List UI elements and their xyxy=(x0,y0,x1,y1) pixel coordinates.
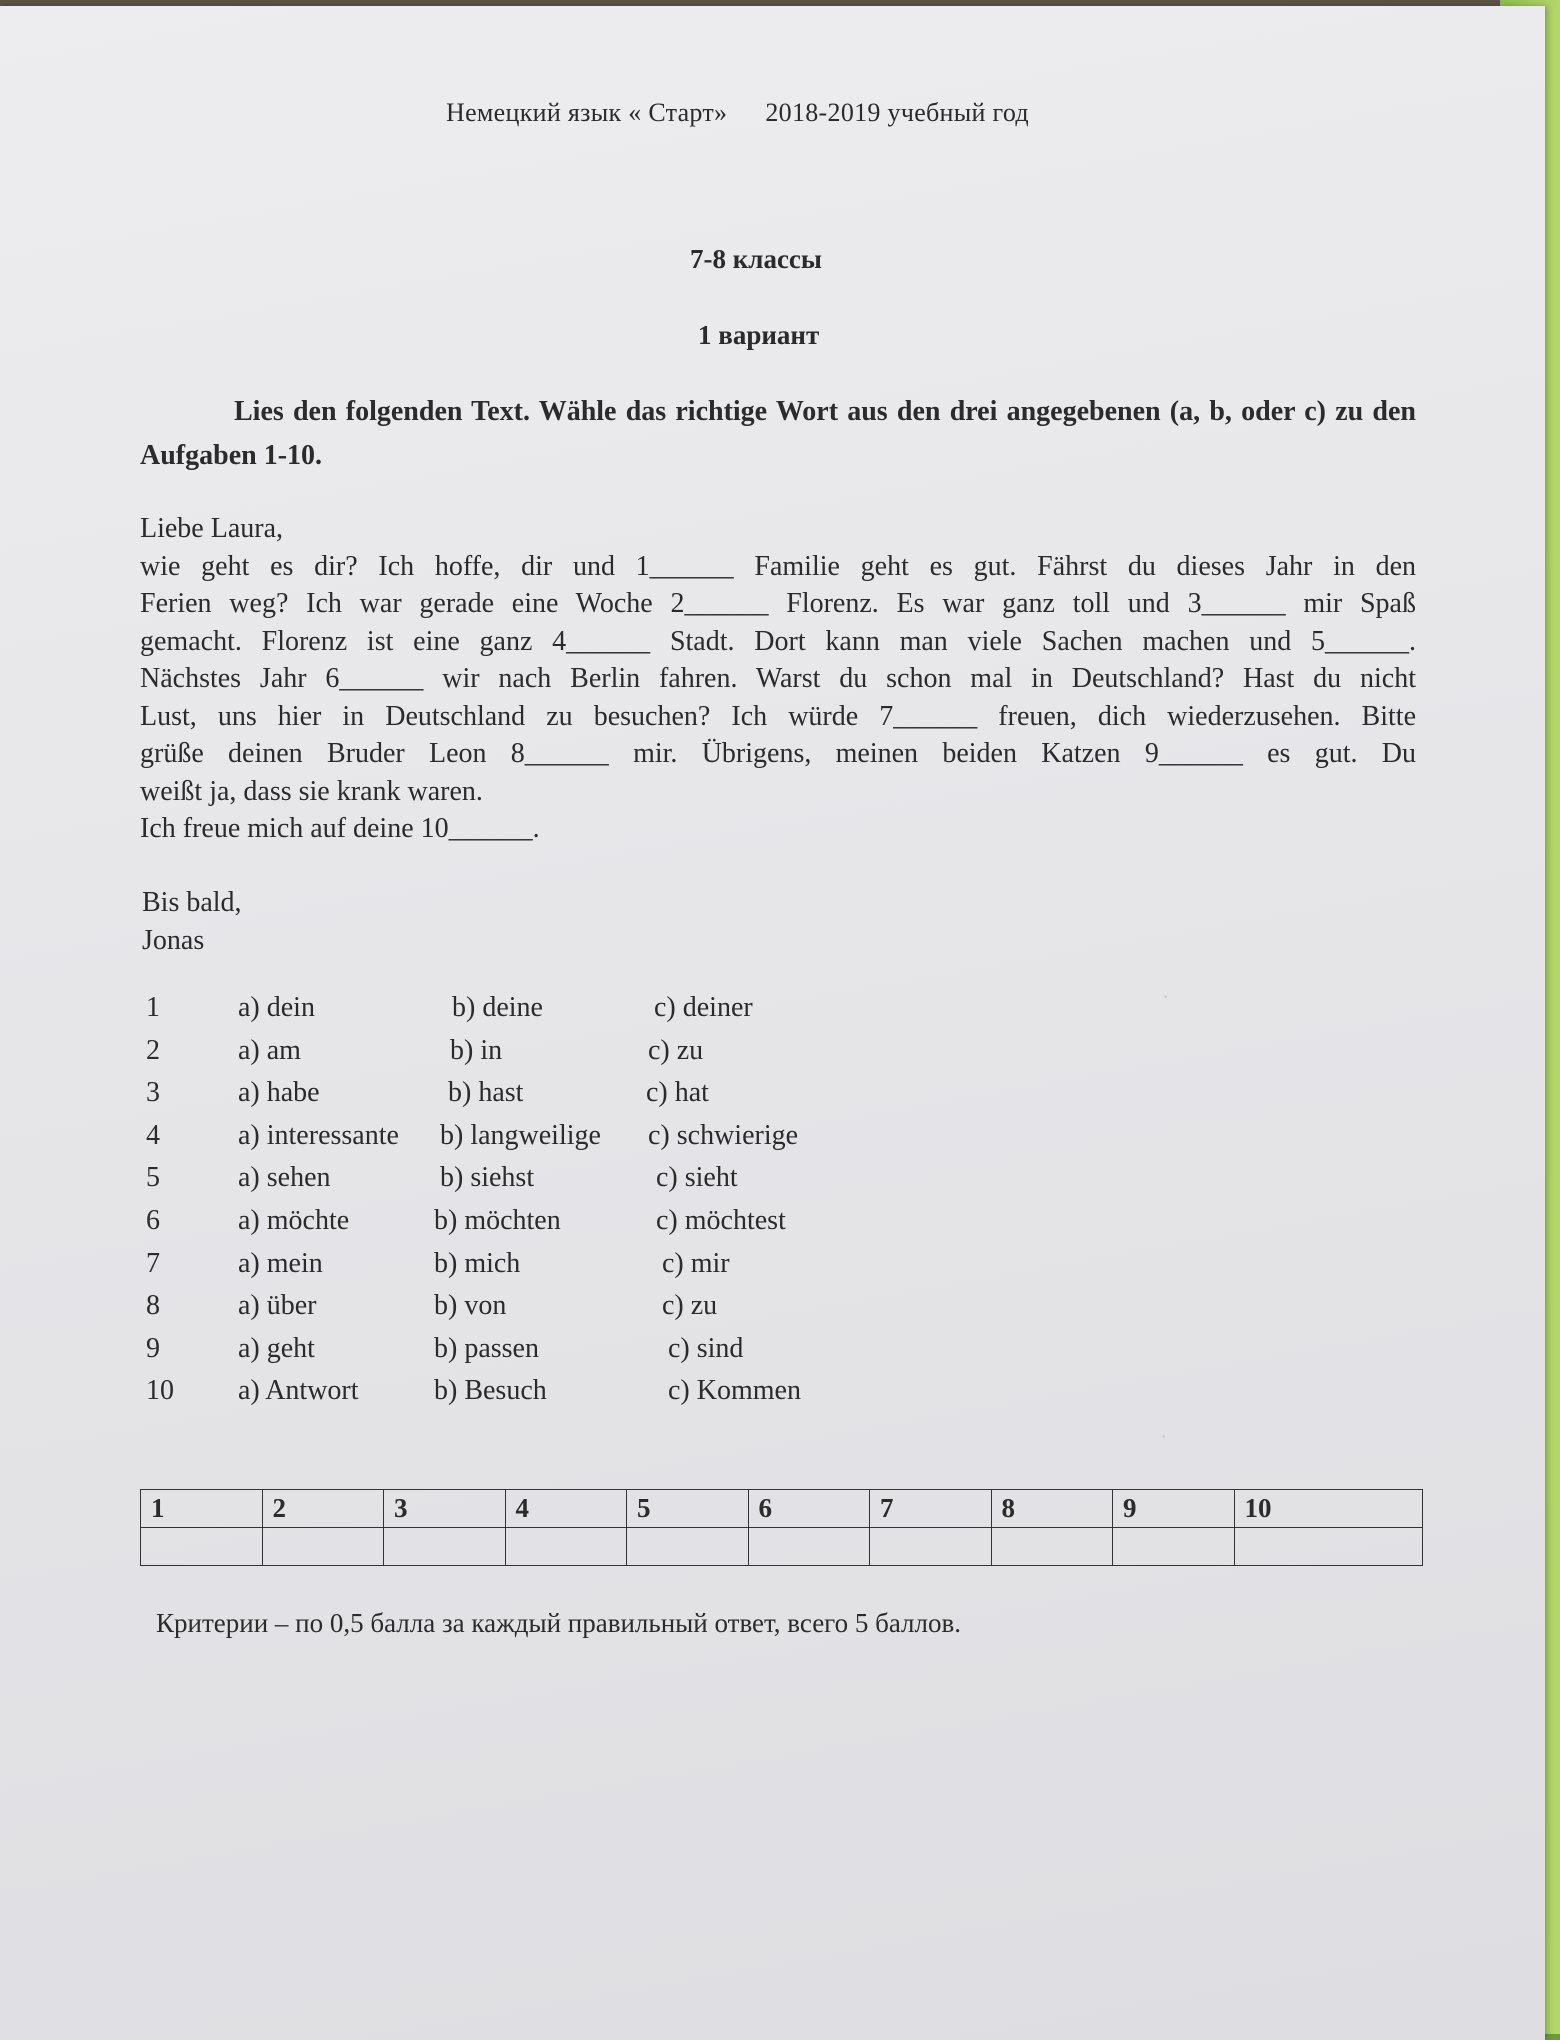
option-c: c) mir xyxy=(662,1247,730,1279)
answer-blank-cell[interactable] xyxy=(991,1528,1113,1566)
option-b: b) langweilige xyxy=(440,1119,601,1151)
answer-blank-cell[interactable] xyxy=(627,1528,749,1566)
letter-line: Lust, uns hier in Deutschland zu besuchen? Ich würde 7______ freuen, dich wiederzusehen. Bitte xyxy=(140,700,1416,732)
option-b: b) möchten xyxy=(434,1204,561,1236)
letter-closing xyxy=(142,884,242,960)
option-c: c) zu xyxy=(662,1290,718,1322)
letter-line: weißt ja, dass sie krank waren. xyxy=(140,775,483,807)
option-a: a) am xyxy=(238,1034,301,1066)
answer-header-cell: 6 xyxy=(748,1490,870,1528)
answer-blank-cell[interactable] xyxy=(384,1528,506,1566)
option-c: c) schwierige xyxy=(648,1119,799,1151)
answer-header-cell: 1 xyxy=(141,1490,263,1528)
option-number: 7 xyxy=(146,1247,160,1279)
option-number: 4 xyxy=(146,1119,160,1151)
letter-text xyxy=(140,510,1416,848)
answer-header-cell: 4 xyxy=(505,1490,627,1528)
header-year: 2018-2019 учебный год xyxy=(765,98,1029,127)
option-b: b) von xyxy=(434,1290,507,1322)
letter-line: gemacht. Florenz ist eine ganz 4______ Stadt. Dort kann man viele Sachen machen und 5______. xyxy=(140,625,1416,657)
option-number: 10 xyxy=(146,1375,174,1407)
option-number: 5 xyxy=(146,1162,160,1194)
paper-sheet xyxy=(0,6,1545,2040)
instruction: Lies den folgenden Text. Wähle das richtige Wort aus den drei angegebenen (a, b, oder c) zu den Aufgaben 1-10. xyxy=(140,396,1416,471)
option-a: a) sehen xyxy=(238,1162,331,1194)
option-a: a) möchte xyxy=(238,1204,350,1236)
closing-phrase: Bis bald, xyxy=(142,887,242,918)
option-a: a) dein xyxy=(238,992,315,1023)
answer-header-cell: 8 xyxy=(991,1490,1113,1528)
answer-blank-cell[interactable] xyxy=(1234,1528,1423,1566)
answer-header-cell: 5 xyxy=(627,1490,749,1528)
page-header xyxy=(446,98,1029,128)
option-a: a) mein xyxy=(238,1247,323,1279)
variant-title: 1 вариант xyxy=(698,320,820,350)
letter-line: grüße deinen Bruder Leon 8______ mir. Übrigens, meinen beiden Katzen 9______ es gut. Du xyxy=(140,738,1416,769)
letter-line: Nächstes Jahr 6______ wir nach Berlin fahren. Warst du schon mal in Deutschland? Hast du nicht xyxy=(140,663,1416,694)
option-b: b) Besuch xyxy=(434,1375,547,1407)
option-number: 8 xyxy=(146,1290,160,1322)
answer-header-cell: 7 xyxy=(870,1490,992,1528)
option-a: a) interessante xyxy=(238,1119,399,1151)
option-c: c) möchtest xyxy=(656,1204,786,1236)
letter-line: wie geht es dir? Ich hoffe, dir und 1______ Familie geht es gut. Fährst du dieses Jahr in den xyxy=(140,550,1416,582)
answer-blank-cell[interactable] xyxy=(870,1528,992,1566)
option-a: a) Antwort xyxy=(238,1375,359,1407)
option-c: c) Kommen xyxy=(668,1375,801,1407)
letter-line: Ferien weg? Ich war gerade eine Woche 2______ Florenz. Es war ganz toll und 3______ mir Spaß xyxy=(140,588,1416,619)
answer-header-cell: 10 xyxy=(1234,1490,1423,1528)
option-c: c) deiner xyxy=(654,992,753,1023)
option-number: 3 xyxy=(146,1077,160,1109)
answer-header-cell: 3 xyxy=(384,1490,506,1528)
letter-line: Ich freue mich auf deine 10______. xyxy=(140,813,540,844)
answer-blank-cell[interactable] xyxy=(141,1528,263,1566)
signature: Jonas xyxy=(142,925,205,956)
option-c: c) sind xyxy=(668,1332,744,1364)
option-c: c) hat xyxy=(646,1077,709,1109)
answer-blank-cell[interactable] xyxy=(1113,1528,1235,1566)
option-number: 1 xyxy=(146,992,160,1023)
option-b: b) deine xyxy=(452,992,543,1023)
answer-table xyxy=(140,1489,1423,1566)
option-number: 9 xyxy=(146,1332,160,1364)
option-b: b) in xyxy=(450,1034,503,1066)
option-number: 2 xyxy=(146,1034,160,1066)
answer-blank-cell[interactable] xyxy=(262,1528,384,1566)
answer-header-cell: 2 xyxy=(262,1490,384,1528)
answer-blank-cell[interactable] xyxy=(505,1528,627,1566)
option-a: a) geht xyxy=(238,1332,315,1364)
letter-greeting: Liebe Laura, xyxy=(140,513,284,544)
option-number: 6 xyxy=(146,1204,160,1236)
bleed-through-mark: · xyxy=(1162,984,1170,1009)
option-b: b) hast xyxy=(448,1077,524,1109)
option-b: b) siehst xyxy=(440,1162,535,1194)
option-c: c) zu xyxy=(648,1034,704,1066)
answer-table-header-row xyxy=(141,1490,1423,1528)
option-c: c) sieht xyxy=(656,1162,738,1194)
option-a: a) habe xyxy=(238,1077,320,1109)
criteria-text: Критерии – по 0,5 балла за каждый правильный ответ, всего 5 баллов. xyxy=(156,1608,961,1638)
header-subject: Немецкий язык « Старт» xyxy=(446,98,728,127)
grade-title: 7-8 классы xyxy=(690,244,822,274)
answer-blank-cell[interactable] xyxy=(748,1528,870,1566)
answer-header-cell: 9 xyxy=(1113,1490,1235,1528)
option-a: a) über xyxy=(238,1290,317,1322)
option-b: b) mich xyxy=(434,1247,521,1279)
option-b: b) passen xyxy=(434,1332,539,1364)
bleed-through-mark: · xyxy=(1160,1424,1168,1449)
answer-table-blank-row xyxy=(141,1528,1423,1566)
